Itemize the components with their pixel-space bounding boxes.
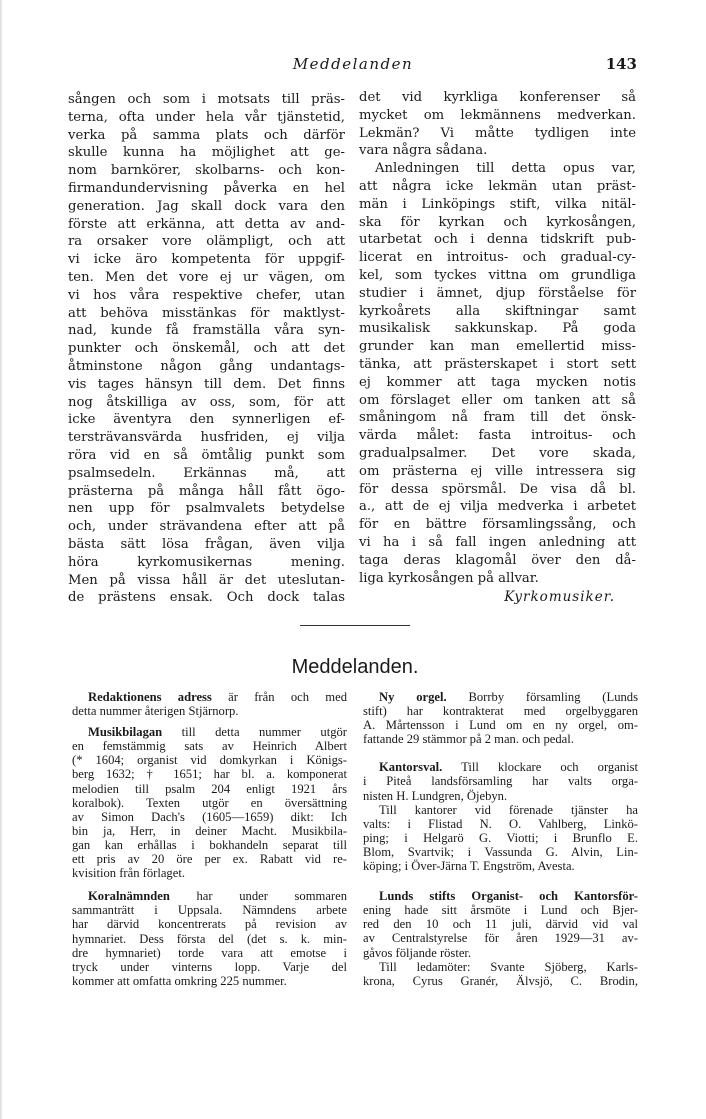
text-line: musikalisk sakkunskap. På goda bbox=[359, 321, 636, 337]
text-line: Lekmän? Vi måtte tydligen inte bbox=[359, 125, 636, 141]
text-line: liga kyrkosången på allvar. bbox=[359, 570, 539, 586]
notice-text: kommer att omfatta omkring 225 nummer. bbox=[72, 973, 287, 988]
text-line: att några icke lekmän utan präst- bbox=[359, 178, 636, 194]
notice-paragraph bbox=[72, 725, 347, 880]
text-line: förste att erkänna, att detta av and- bbox=[68, 216, 345, 232]
text-line: sången och som i motsats till präs- bbox=[68, 92, 345, 107]
text-line: punkter och önskemål, och att det bbox=[68, 341, 345, 357]
text-line bbox=[363, 831, 638, 845]
text-line: mycket om lekmännens medverkan. bbox=[359, 107, 636, 123]
text-line bbox=[363, 889, 638, 903]
text-line: höra kyrkomusikernas mening. bbox=[68, 554, 345, 570]
text-line: vi icke äro kompetenta för uppgif- bbox=[68, 252, 345, 268]
text-line: röra vid en så ömtålig punkt som bbox=[68, 447, 345, 463]
text-line: nom barnkörer, skolbarns- och kon- bbox=[68, 163, 345, 179]
text-line bbox=[363, 817, 638, 831]
text-line: för en bättre församlingssång, och bbox=[359, 517, 636, 533]
text-line: gradualpsalmer. Det vore skada, bbox=[359, 445, 636, 461]
text-line: kel, som tyckes vittna om grundliga bbox=[359, 267, 636, 283]
text-line: generation. Jag skall dock vara den bbox=[68, 198, 345, 214]
notice-text: sammanträtt i Uppsala. Nämndens arbete bbox=[72, 903, 347, 918]
text-line bbox=[72, 767, 347, 781]
text-line: skulle kunna ha möjlighet att ge- bbox=[68, 145, 345, 161]
notice-text: krona, Cyrus Granér, Älvsjö, C. Brodin, bbox=[363, 973, 638, 988]
text-line bbox=[72, 866, 347, 880]
text-line: prästerna på många håll fått ögo- bbox=[68, 483, 345, 499]
notice-text: berg 1632; † 1651; har bl. a. komponerat bbox=[72, 767, 347, 782]
notice-text: Till klockare och organist bbox=[442, 760, 638, 775]
text-line bbox=[72, 824, 347, 838]
text-line bbox=[363, 859, 638, 873]
text-line bbox=[363, 704, 638, 718]
notice-lead: Lunds stifts Organist- och Kantorsför- bbox=[379, 889, 638, 904]
notice-text: är från och med bbox=[211, 690, 347, 704]
text-line bbox=[72, 932, 347, 946]
text-line: licerat en introitus- och gradual-cy- bbox=[359, 250, 636, 266]
text-line bbox=[72, 889, 347, 903]
notice-text: hymnariet. Dess första del (det s. k. min- bbox=[72, 931, 347, 946]
notices-column-left bbox=[72, 690, 347, 988]
notices-heading: Meddelanden. bbox=[291, 656, 419, 678]
text-line bbox=[72, 852, 347, 866]
text-line: firmandundervisning påverka en hel bbox=[68, 180, 345, 196]
text-line bbox=[72, 796, 347, 810]
notice-lead: Redaktionens adress bbox=[88, 690, 212, 704]
notice-text: gan kan erhållas i bokhandeln separat till bbox=[72, 837, 347, 852]
text-line: icke äventyra den synnerligen ef- bbox=[68, 412, 345, 428]
notice-text: Till ledamöter: Svante Sjöberg, Karls- bbox=[379, 959, 638, 974]
notice-text: Till kantorer vid förenade tjänster ha bbox=[379, 802, 638, 817]
notice-text: ening hade sitt årsmöte i Lund och Bjer- bbox=[363, 903, 638, 918]
text-line: a., att de ej vilja medverka i arbetet bbox=[359, 499, 636, 515]
article-signature: Kyrkomusiker. bbox=[504, 589, 615, 605]
text-line: och, under strävandena efter att på bbox=[68, 519, 345, 535]
article-column-right bbox=[359, 89, 636, 587]
notice-text: en femstämmig sats av Heinrich Albert bbox=[72, 739, 347, 754]
notice-text: detta nummer återigen Stjärnorp. bbox=[72, 704, 239, 719]
text-line bbox=[72, 753, 347, 767]
text-line bbox=[72, 690, 347, 704]
text-line: ra orsaker vore olämpligt, och att bbox=[68, 234, 345, 250]
article-paragraph bbox=[359, 160, 636, 587]
notice-text: Borrby församling (Lunds bbox=[446, 690, 638, 704]
text-line bbox=[363, 931, 638, 945]
text-line bbox=[363, 946, 638, 960]
text-line bbox=[72, 810, 347, 824]
notice-text: har därvid koncentrerats på revision av bbox=[72, 917, 347, 932]
text-line: tersträvansvärda husfriden, ej vilja bbox=[68, 430, 345, 446]
text-line: utarbetat och i denna tidskrift pub- bbox=[359, 232, 636, 248]
text-line bbox=[363, 789, 638, 803]
notice-text: ping; i Helgarö G. Viotti; i Brunflo E. bbox=[363, 830, 638, 845]
text-line: åtminstone någon gång undantags- bbox=[68, 358, 345, 374]
text-line: ska för kyrkan och kyrkosången, bbox=[359, 214, 636, 230]
notice-text: av Simon Dach's (1605—1659) dikt: Ich bbox=[72, 809, 347, 824]
notices-column-right bbox=[363, 690, 638, 988]
notice-text: i Piteå landsförsamling har valts orga- bbox=[363, 774, 638, 789]
text-line: om förslaget eller om tanken att så bbox=[359, 392, 636, 408]
text-line: vis tages hänsyn till dem. Det finns bbox=[68, 376, 345, 392]
text-line: män i Linköpings stift, vilka nitäl- bbox=[359, 196, 636, 212]
page-number: 143 bbox=[605, 55, 637, 73]
text-line: kyrkoårets alla skiftningar samt bbox=[359, 303, 636, 319]
text-line bbox=[72, 946, 347, 960]
text-line bbox=[363, 960, 638, 974]
text-line bbox=[363, 974, 638, 988]
text-line: ej kommer att taga mycken notis bbox=[359, 374, 636, 390]
notice-paragraph bbox=[363, 760, 638, 802]
text-line: nog åtskilliga av oss, som, för att bbox=[68, 394, 345, 410]
text-line: vi ha i så fall ingen anledning att bbox=[359, 534, 636, 550]
article-column-left bbox=[68, 91, 345, 607]
text-line bbox=[363, 732, 638, 746]
notice-text: (* 1604; organist vid domkyrkan i Königs- bbox=[72, 753, 347, 768]
text-line: nad, kunde få framställa våra syn- bbox=[68, 323, 345, 339]
notice-text: dre hymnariet) torde vara att emotse i bbox=[72, 945, 347, 960]
text-line bbox=[363, 845, 638, 859]
text-line: bästa sätt lösa frågan, även vilja bbox=[68, 536, 345, 552]
text-line bbox=[72, 960, 347, 974]
text-line: småningom nå fram till det önsk- bbox=[359, 410, 636, 426]
text-line: taga deras klagomål över den då- bbox=[359, 552, 636, 568]
notice-text: melodien till psalm 204 enligt 1921 års bbox=[72, 781, 347, 796]
notice-text: bin ja, Herr, in deiner Macht. Musikbila- bbox=[72, 823, 347, 838]
text-line: terna, ofta under hela vår tjänstetid, bbox=[68, 109, 345, 125]
text-line: ten. Men det vore ej ur vägen, om bbox=[68, 269, 345, 285]
notice-paragraph bbox=[363, 889, 638, 959]
text-line: tänka, att prästerskapet i stort sett bbox=[359, 356, 636, 372]
notice-text: har under sommaren bbox=[169, 889, 347, 904]
article-paragraph bbox=[68, 91, 345, 607]
text-line: det vid kyrkliga konferenser så bbox=[359, 90, 636, 105]
text-line: studier i ämnet, djup förståelse för bbox=[359, 285, 636, 301]
text-line: psalmsedeln. Erkännas må, att bbox=[68, 465, 345, 481]
notice-paragraph bbox=[363, 960, 638, 988]
text-line bbox=[363, 760, 638, 774]
notice-text: koralbok). Texten utgör en översättning bbox=[72, 795, 347, 810]
text-line bbox=[72, 903, 347, 917]
text-line: att behöva misstänkas för maktlyst- bbox=[68, 305, 345, 321]
notice-text: A. Mårtensson i Lund om en ny orgel, om- bbox=[363, 718, 638, 733]
notice-text: av Centralstyrelse för åren 1929—31 av- bbox=[363, 931, 638, 946]
text-line: om prästerna ej ville intressera sig bbox=[359, 463, 636, 479]
notice-lead: Kantorsval. bbox=[379, 760, 443, 775]
text-line: värda målet: fasta introitus- och bbox=[359, 428, 636, 444]
notice-text: till detta nummer utgör bbox=[162, 725, 347, 740]
scan-edge bbox=[0, 0, 3, 1119]
text-line: de prästens ensak. Och dock talas bbox=[68, 590, 345, 606]
notice-lead: Ny orgel. bbox=[379, 690, 447, 704]
notice-text: stift) har kontrakterat med orgelbyggaren bbox=[363, 704, 638, 719]
notice-text: köping; i Över-Järna T. Engström, Avesta. bbox=[363, 859, 575, 874]
notice-text: ett pris av 20 öre per ex. Rabatt vid re- bbox=[72, 852, 347, 867]
notice-paragraph bbox=[72, 889, 347, 988]
article-paragraph bbox=[359, 89, 636, 160]
text-line bbox=[363, 917, 638, 931]
text-line: grunder kan man emellertid miss- bbox=[359, 339, 636, 355]
text-line bbox=[72, 739, 347, 753]
notice-text: kvisition från förlaget. bbox=[72, 866, 185, 881]
text-line bbox=[72, 704, 347, 718]
text-line: Men på vissa håll är det uteslutan- bbox=[68, 572, 345, 588]
text-line bbox=[363, 803, 638, 817]
text-line bbox=[363, 903, 638, 917]
text-line bbox=[72, 838, 347, 852]
notice-text: red den 10 och 11 juli, därvid vid val bbox=[363, 917, 638, 932]
notice-text: valts: i Flistad N. O. Vahlberg, Linkö- bbox=[363, 816, 638, 831]
text-line bbox=[363, 690, 638, 704]
text-line: för dessa spörsmål. De visa då bl. bbox=[359, 481, 636, 497]
text-line bbox=[72, 917, 347, 931]
notice-text: tryck under vinterns lopp. Varje del bbox=[72, 959, 347, 974]
text-line: Anledningen till detta opus var, bbox=[375, 161, 636, 177]
text-line bbox=[72, 782, 347, 796]
text-line bbox=[72, 974, 347, 988]
notice-text: Blom, Svartvik; i Vassunda G. Alvin, Lin- bbox=[363, 844, 638, 859]
text-line bbox=[72, 725, 347, 739]
text-line bbox=[363, 774, 638, 788]
text-line: vara några sådana. bbox=[359, 143, 488, 159]
notice-text: fattande 29 stämmor på 2 man. och pedal. bbox=[363, 732, 574, 747]
notice-lead: Musikbilagan bbox=[88, 725, 163, 740]
notice-paragraph bbox=[72, 690, 347, 718]
text-line: verka på samma plats och därför bbox=[68, 127, 345, 143]
notice-text: gåvos följande röster. bbox=[363, 945, 472, 960]
notice-paragraph bbox=[363, 803, 638, 873]
notice-text: nisten H. Lundgren, Öjebyn. bbox=[363, 788, 508, 803]
text-line bbox=[363, 718, 638, 732]
text-line: nen upp för psalmvalets betydelse bbox=[68, 501, 345, 517]
text-line: vi hos våra respektive chefer, utan bbox=[68, 287, 345, 303]
section-divider bbox=[300, 625, 410, 626]
running-title: Meddelanden bbox=[292, 55, 414, 73]
notice-lead: Koralnämnden bbox=[88, 889, 170, 904]
notice-paragraph bbox=[363, 690, 638, 746]
